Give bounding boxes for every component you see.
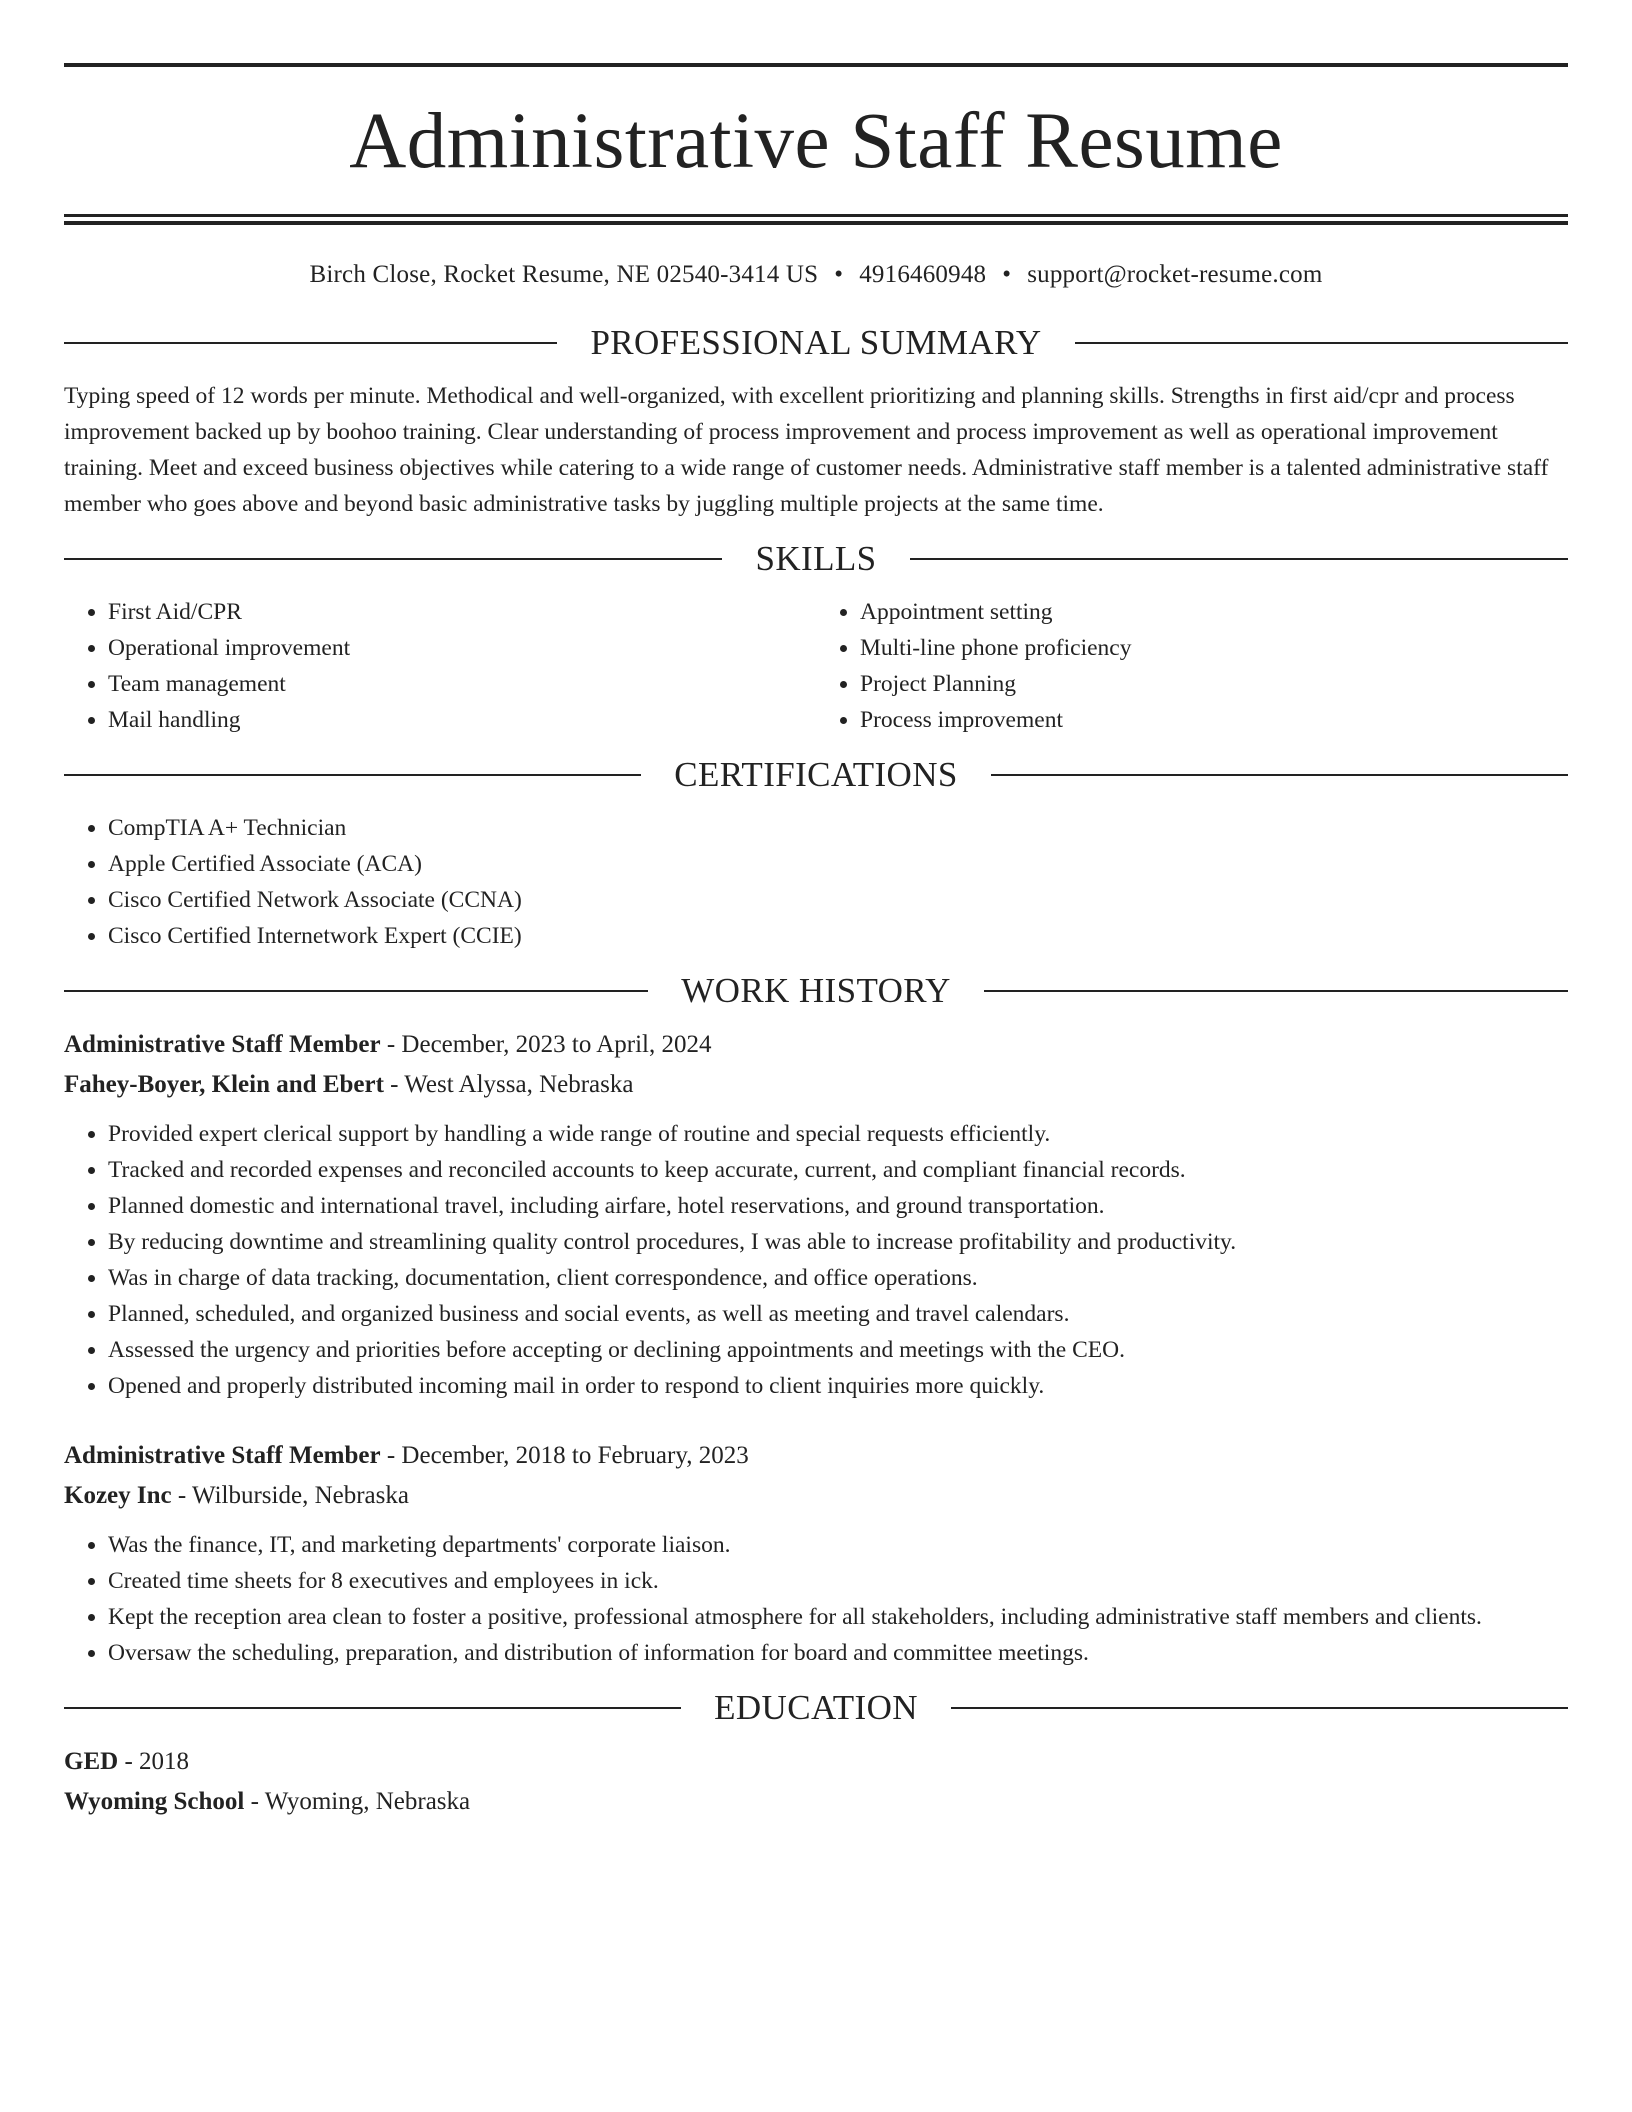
job-bullets	[64, 1116, 1568, 1404]
job-bullet: • Provided expert clerical support by handling a wide range of routine and special requests efficiently.	[108, 1116, 1568, 1152]
job-company-line	[64, 1065, 1568, 1105]
contact-email: support@rocket-resume.com	[1027, 261, 1323, 288]
job-title-line	[64, 1436, 1568, 1476]
job-bullet: • Opened and properly distributed incoming mail in order to respond to client inquiries more quickly.	[108, 1368, 1568, 1404]
job-bullet: • Kept the reception area clean to foster a positive, professional atmosphere for all stakeholders, including administrative staff members and clients.	[108, 1599, 1568, 1635]
top-rule	[64, 63, 1568, 67]
education-section-header	[64, 1688, 1568, 1728]
job-title: Administrative Staff Member	[64, 1031, 381, 1058]
education-location: - Wyoming, Nebraska	[244, 1788, 471, 1815]
section-rule	[984, 990, 1568, 992]
section-rule	[64, 558, 722, 560]
job-entry	[64, 1025, 1568, 1404]
skill-item: • Team management	[108, 666, 816, 702]
job-location: - West Alyssa, Nebraska	[383, 1071, 634, 1098]
page-title: Administrative Staff Resume	[349, 98, 1283, 185]
job-bullet: • Oversaw the scheduling, preparation, and distribution of information for board and committee meetings.	[108, 1635, 1568, 1671]
education-school-line	[64, 1782, 1568, 1822]
section-rule	[64, 342, 557, 344]
certification-item: • CompTIA A+ Technician	[108, 810, 1568, 846]
skills-list-left	[64, 594, 816, 738]
title-double-rule	[64, 214, 1568, 225]
section-rule	[1075, 342, 1568, 344]
contact-separator: •	[1002, 261, 1012, 288]
education-year: - 2018	[118, 1748, 190, 1775]
section-rule	[64, 990, 648, 992]
certifications-section-header	[64, 755, 1568, 795]
job-company-line	[64, 1476, 1568, 1516]
certifications-list	[64, 810, 1568, 954]
job-bullet: • Was the finance, IT, and marketing departments' corporate liaison.	[108, 1527, 1568, 1563]
summary-heading: PROFESSIONAL SUMMARY	[590, 323, 1042, 362]
skills-grid	[64, 594, 1568, 738]
section-rule	[910, 558, 1568, 560]
education-school: Wyoming School	[64, 1788, 245, 1815]
skills-list-right	[816, 594, 1568, 738]
education-heading: EDUCATION	[714, 1688, 918, 1727]
skill-item: • Multi-line phone proficiency	[860, 630, 1568, 666]
certifications-heading: CERTIFICATIONS	[674, 755, 958, 794]
job-bullet: • By reducing downtime and streamlining quality control procedures, I was able to increase profitability and productivity.	[108, 1224, 1568, 1260]
skill-item: • Operational improvement	[108, 630, 816, 666]
skills-section-header	[64, 539, 1568, 579]
section-rule	[991, 774, 1568, 776]
skill-item: • Project Planning	[860, 666, 1568, 702]
section-rule	[64, 774, 641, 776]
job-bullet: • Tracked and recorded expenses and reconciled accounts to keep accurate, current, and compliant financial records.	[108, 1152, 1568, 1188]
work-section-header	[64, 971, 1568, 1011]
education-degree-line	[64, 1742, 1568, 1782]
job-company: Fahey-Boyer, Klein and Ebert	[64, 1071, 384, 1098]
skill-item: • Mail handling	[108, 702, 816, 738]
contact-phone: 4916460948	[859, 261, 987, 288]
education-entry	[64, 1742, 1568, 1822]
job-title-line	[64, 1025, 1568, 1065]
job-bullet: • Was in charge of data tracking, documentation, client correspondence, and office operations.	[108, 1260, 1568, 1296]
job-bullet: • Planned domestic and international travel, including airfare, hotel reservations, and ground transportation.	[108, 1188, 1568, 1224]
job-bullet: • Planned, scheduled, and organized business and social events, as well as meeting and travel calendars.	[108, 1296, 1568, 1332]
skill-item: • Process improvement	[860, 702, 1568, 738]
section-rule	[951, 1707, 1568, 1709]
job-title: Administrative Staff Member	[64, 1442, 381, 1469]
job-dates: - December, 2023 to April, 2024	[380, 1031, 712, 1058]
job-bullet: • Created time sheets for 8 executives and employees in ick.	[108, 1563, 1568, 1599]
job-company: Kozey Inc	[64, 1482, 172, 1509]
certification-item: • Cisco Certified Internetwork Expert (CCIE)	[108, 918, 1568, 954]
contact-address: Birch Close, Rocket Resume, NE 02540-3414 US	[309, 261, 819, 288]
summary-text: Typing speed of 12 words per minute. Methodical and well-organized, with excellent prioritizing and planning skills. Strengths in first aid/cpr and process improvement backed up by boohoo training. Clear understanding of process improvement and process improvement as well as operational improvement training. Meet and exceed business objectives while catering to a wide range of customer needs. Administrative staff member is a talented administrative staff member who goes above and beyond basic administrative tasks by juggling multiple projects at the same time.	[64, 383, 1549, 517]
skill-item: • First Aid/CPR	[108, 594, 816, 630]
job-bullet: • Assessed the urgency and priorities before accepting or declining appointments and meetings with the CEO.	[108, 1332, 1568, 1368]
skills-heading: SKILLS	[755, 539, 877, 578]
job-bullets	[64, 1527, 1568, 1671]
summary-section-header	[64, 323, 1568, 363]
job-dates: - December, 2018 to February, 2023	[380, 1442, 749, 1469]
contact-line	[64, 260, 1568, 290]
contact-separator: •	[834, 261, 844, 288]
education-degree: GED	[64, 1748, 119, 1775]
certification-item: • Cisco Certified Network Associate (CCNA)	[108, 882, 1568, 918]
work-heading: WORK HISTORY	[681, 971, 951, 1010]
certification-item: • Apple Certified Associate (ACA)	[108, 846, 1568, 882]
skill-item: • Appointment setting	[860, 594, 1568, 630]
job-location: - Wilburside, Nebraska	[171, 1482, 409, 1509]
section-rule	[64, 1707, 681, 1709]
job-entry	[64, 1436, 1568, 1671]
